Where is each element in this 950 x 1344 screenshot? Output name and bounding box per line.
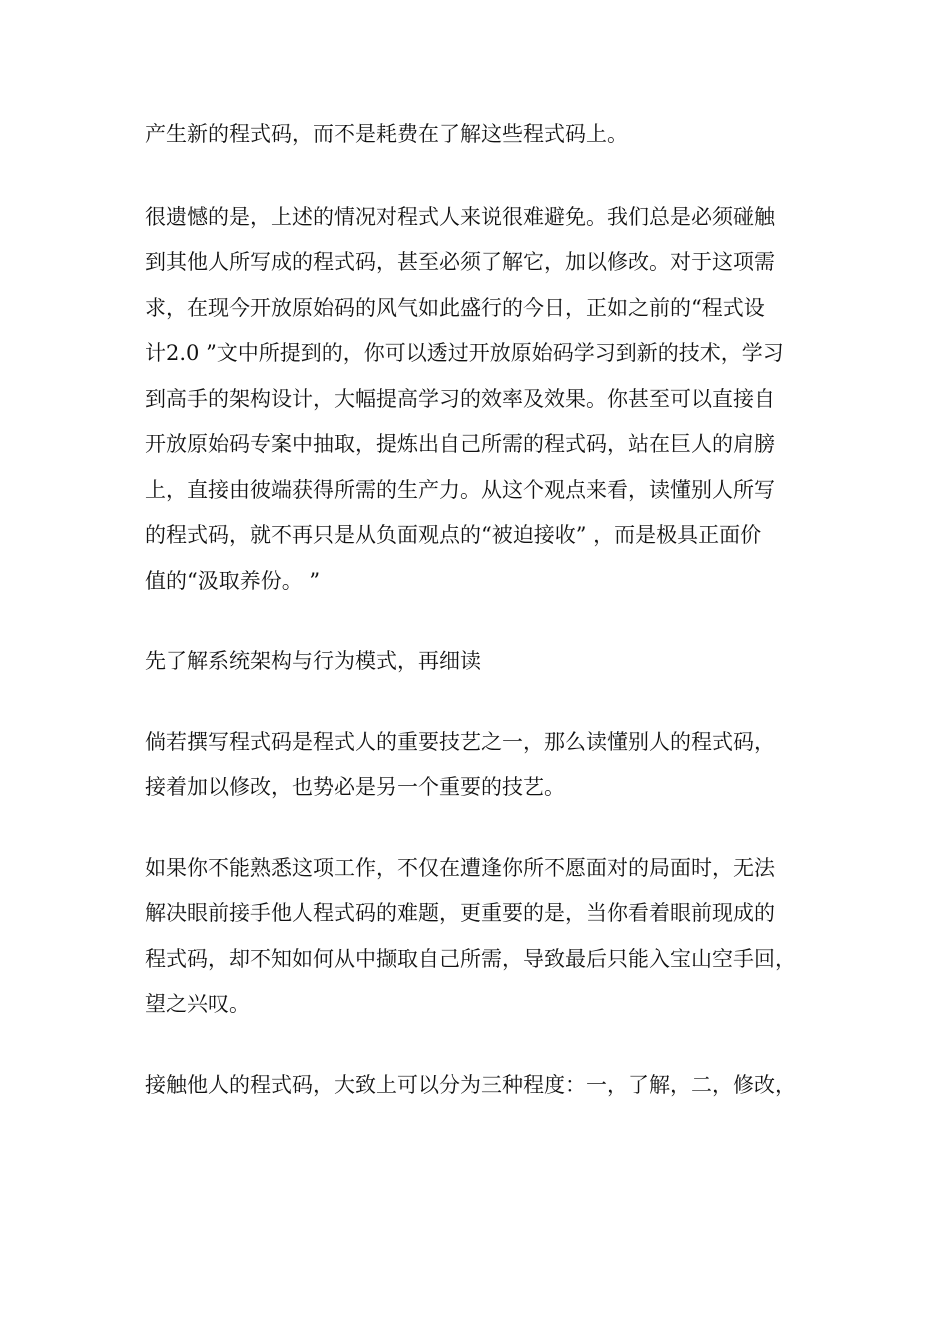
text-line: 如果你不能熟悉这项工作，不仅在遭逢你所不愿面对的局面时，无法 xyxy=(145,855,775,880)
paragraph-4 xyxy=(145,846,811,1028)
paragraph-spacer xyxy=(145,158,811,195)
text-line: 望之兴叹。 xyxy=(145,992,250,1016)
paragraph-5 xyxy=(145,1063,811,1109)
paragraph-spacer xyxy=(145,685,811,720)
text-line: 到高手的架构设计，大幅提高学习的效率及效果。你甚至可以直接自 xyxy=(145,386,775,411)
text-line: 的程式码，就不再只是从负面观点的“被迫接收” ，而是极具正面价 xyxy=(145,523,762,547)
text-line: 接触他人的程式码，大致上可以分为三种程度：一，了解，二，修改， xyxy=(145,1072,796,1097)
text-line: 上，直接由彼端获得所需的生产力。从这个观点来看，读懂别人所写 xyxy=(145,477,775,502)
text-line: 计2.0 ”文中所提到的，你可以透过开放原始码学习到新的技术，学习 xyxy=(145,341,784,365)
text-line: 程式码，却不知如何从中撷取自己所需，导致最后只能入宝山空手回， xyxy=(145,946,796,971)
text-line: 解决眼前接手他人程式码的难题，更重要的是，当你看着眼前现成的 xyxy=(145,901,775,925)
section-heading xyxy=(145,639,811,685)
paragraph-3 xyxy=(145,720,811,811)
text-line: 接着加以修改，也势必是另一个重要的技艺。 xyxy=(145,775,565,799)
paragraph-spacer xyxy=(145,1028,811,1063)
paragraph-2 xyxy=(145,195,811,605)
text-line: 求，在现今开放原始码的风气如此盛行的今日，正如之前的“程式设 xyxy=(145,295,765,320)
text-line: 值的“汲取养份。 ” xyxy=(145,568,321,593)
text-line: 倘若撰写程式码是程式人的重要技艺之一，那么读懂别人的程式码， xyxy=(145,729,775,754)
heading-line: 先了解系统架构与行为模式，再细读 xyxy=(145,649,481,673)
text-line: 开放原始码专案中抽取，提炼出自己所需的程式码，站在巨人的肩膀 xyxy=(145,432,775,456)
paragraph-spacer xyxy=(145,811,811,846)
text-line: 很遗憾的是，上述的情况对程式人来说很难避免。我们总是必须碰触 xyxy=(145,204,775,229)
document-body xyxy=(145,112,811,1108)
paragraph-1 xyxy=(145,112,811,158)
text-line: 产生新的程式码，而不是耗费在了解这些程式码上。 xyxy=(145,122,628,146)
paragraph-spacer xyxy=(145,604,811,639)
text-line: 到其他人所写成的程式码，甚至必须了解它，加以修改。对于这项需 xyxy=(145,250,775,274)
